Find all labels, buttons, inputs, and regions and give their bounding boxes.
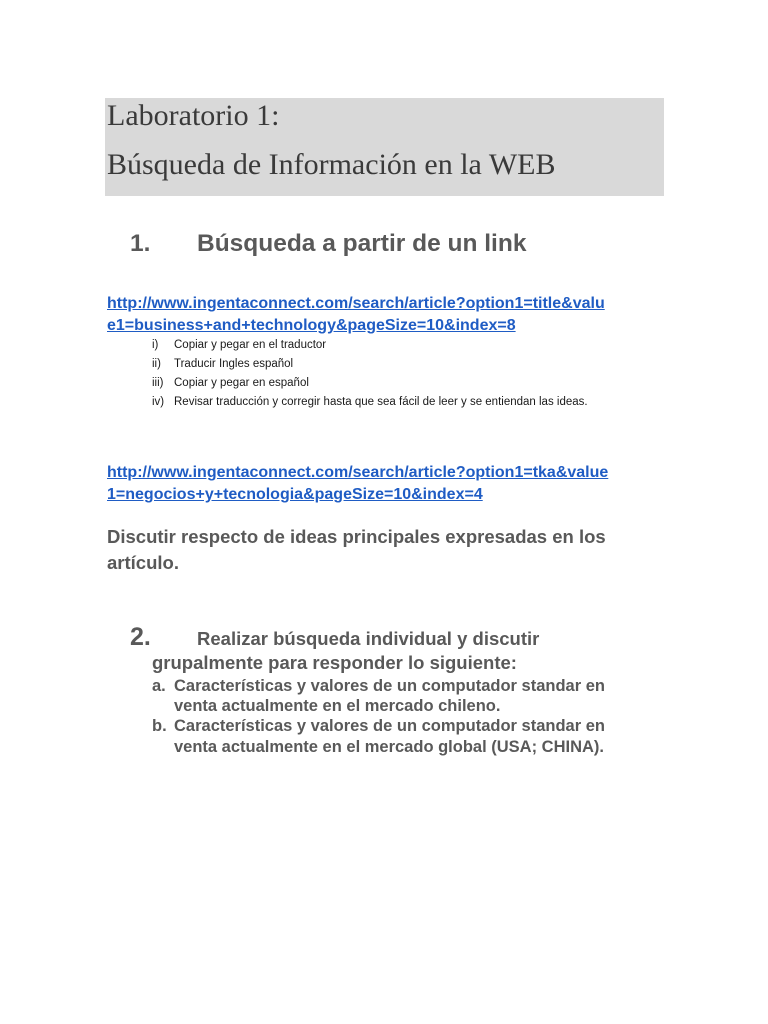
- list-item-text: Revisar traducción y corregir hasta que sea fácil de leer y se entiendan las ideas.: [174, 396, 588, 408]
- list-item-number: i): [152, 339, 159, 351]
- section-1-heading: Búsqueda a partir de un link: [197, 230, 527, 257]
- discussion-line-2: artículo.: [107, 552, 179, 573]
- discussion-line-1: Discutir respecto de ideas principales expresadas en los: [107, 526, 606, 547]
- section-1-number: 1.: [130, 230, 151, 257]
- document-title-line-1: Laboratorio 1:: [107, 99, 280, 132]
- item-b-label: b.: [152, 717, 167, 735]
- document-title-line-2: Búsqueda de Información en la WEB: [107, 148, 556, 181]
- link-1-line-1[interactable]: http://www.ingentaconnect.com/search/article?option1=title&valu: [107, 295, 605, 312]
- list-item-number: iii): [152, 377, 164, 389]
- link-2-line-2[interactable]: 1=negocios+y+tecnologia&pageSize=10&index=4: [107, 486, 483, 503]
- list-item-text: Copiar y pegar en español: [174, 377, 309, 389]
- list-item-number: iv): [152, 396, 165, 408]
- list-item-text: Copiar y pegar en el traductor: [174, 339, 327, 351]
- section-2-number: 2.: [130, 623, 151, 651]
- link-2-line-1[interactable]: http://www.ingentaconnect.com/search/article?option1=tka&value: [107, 464, 609, 481]
- item-b-line-2: venta actualmente en el mercado global (USA; CHINA).: [174, 738, 605, 756]
- section-2-heading-line-1: Realizar búsqueda individual y discutir: [197, 628, 540, 649]
- list-item-text: Traducir Ingles español: [174, 358, 294, 370]
- link-1-line-2[interactable]: e1=business+and+technology&pageSize=10&index=8: [107, 317, 516, 334]
- section-2-heading-line-2: grupalmente para responder lo siguiente:: [152, 652, 517, 673]
- item-a-line-2: venta actualmente en el mercado chileno.: [174, 697, 501, 715]
- item-b-line-1: Características y valores de un computador standar en: [174, 717, 605, 735]
- item-a-line-1: Características y valores de un computador standar en: [174, 677, 605, 695]
- item-a-label: a.: [152, 677, 166, 695]
- list-item-number: ii): [152, 358, 161, 370]
